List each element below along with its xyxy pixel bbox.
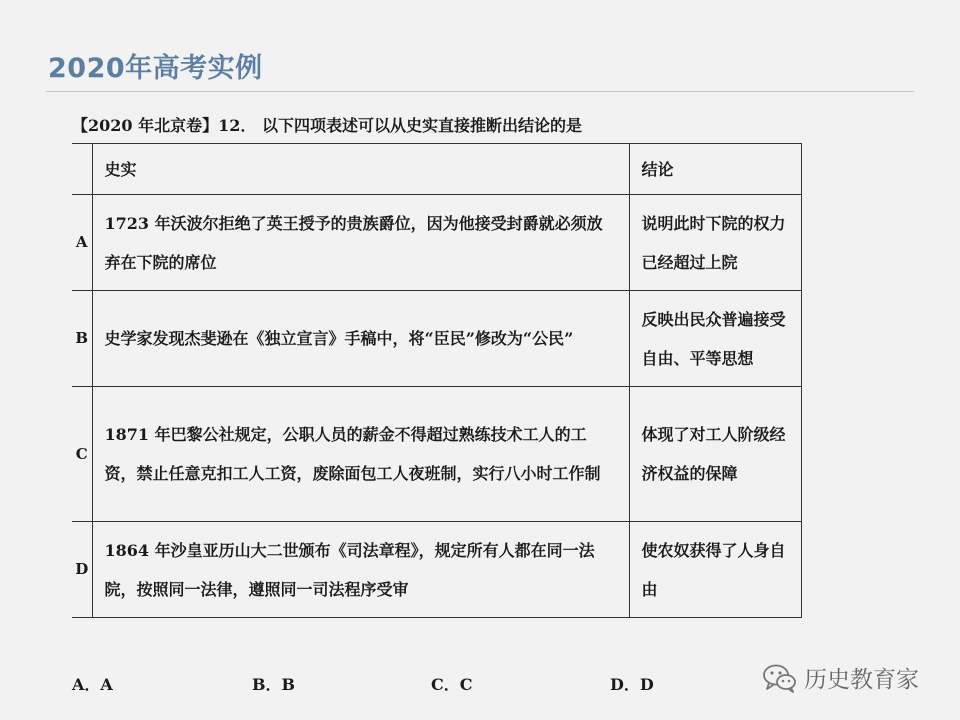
conclusion-cell: 说明此时下院的权力已经超过上院	[629, 195, 801, 291]
fact-cell: 1723 年沃波尔拒绝了英王授予的贵族爵位，因为他接受封爵就必须放弃在下院的席位	[92, 195, 629, 291]
row-label: B	[72, 291, 92, 387]
fact-cell: 1871 年巴黎公社规定，公职人员的薪金不得超过熟练技术工人的工资，禁止任意克扣工人工资，废除面包工人夜班制，实行八小时工作制	[92, 387, 629, 522]
conclusion-cell: 使农奴获得了人身自由	[629, 522, 801, 618]
facts-table	[72, 143, 802, 618]
option-a[interactable]: A．A	[72, 675, 113, 694]
table-row	[72, 195, 801, 291]
table-header-row	[72, 144, 801, 195]
table-row	[72, 387, 801, 522]
table-row	[72, 291, 801, 387]
title-divider	[46, 91, 914, 92]
header-fact: 史实	[92, 144, 629, 195]
slide-title: 2020年高考实例	[48, 53, 263, 84]
header-conclusion: 结论	[629, 144, 801, 195]
header-label-cell	[72, 144, 92, 195]
table-row	[72, 522, 801, 618]
conclusion-cell: 反映出民众普遍接受自由、平等思想	[629, 291, 801, 387]
fact-cell: 1864 年沙皇亚历山大二世颁布《司法章程》，规定所有人都在同一法院，按照同一法律，遵照同一司法程序受审	[92, 522, 629, 618]
option-d[interactable]: D．D	[610, 675, 654, 694]
wechat-icon	[762, 663, 798, 693]
conclusion-cell: 体现了对工人阶级经济权益的保障	[629, 387, 801, 522]
row-label: D	[72, 522, 92, 618]
option-b[interactable]: B．B	[252, 675, 296, 694]
row-label: A	[72, 195, 92, 291]
fact-cell: 史学家发现杰斐逊在《独立宣言》手稿中，将“臣民”修改为“公民”	[92, 291, 629, 387]
question-stem: 【2020 年北京卷】12． 以下四项表述可以从史实直接推断出结论的是	[72, 116, 582, 135]
option-c[interactable]: C．C	[431, 675, 473, 694]
row-label: C	[72, 387, 92, 522]
watermark-text: 历史教育家	[804, 667, 919, 693]
watermark	[762, 661, 919, 694]
